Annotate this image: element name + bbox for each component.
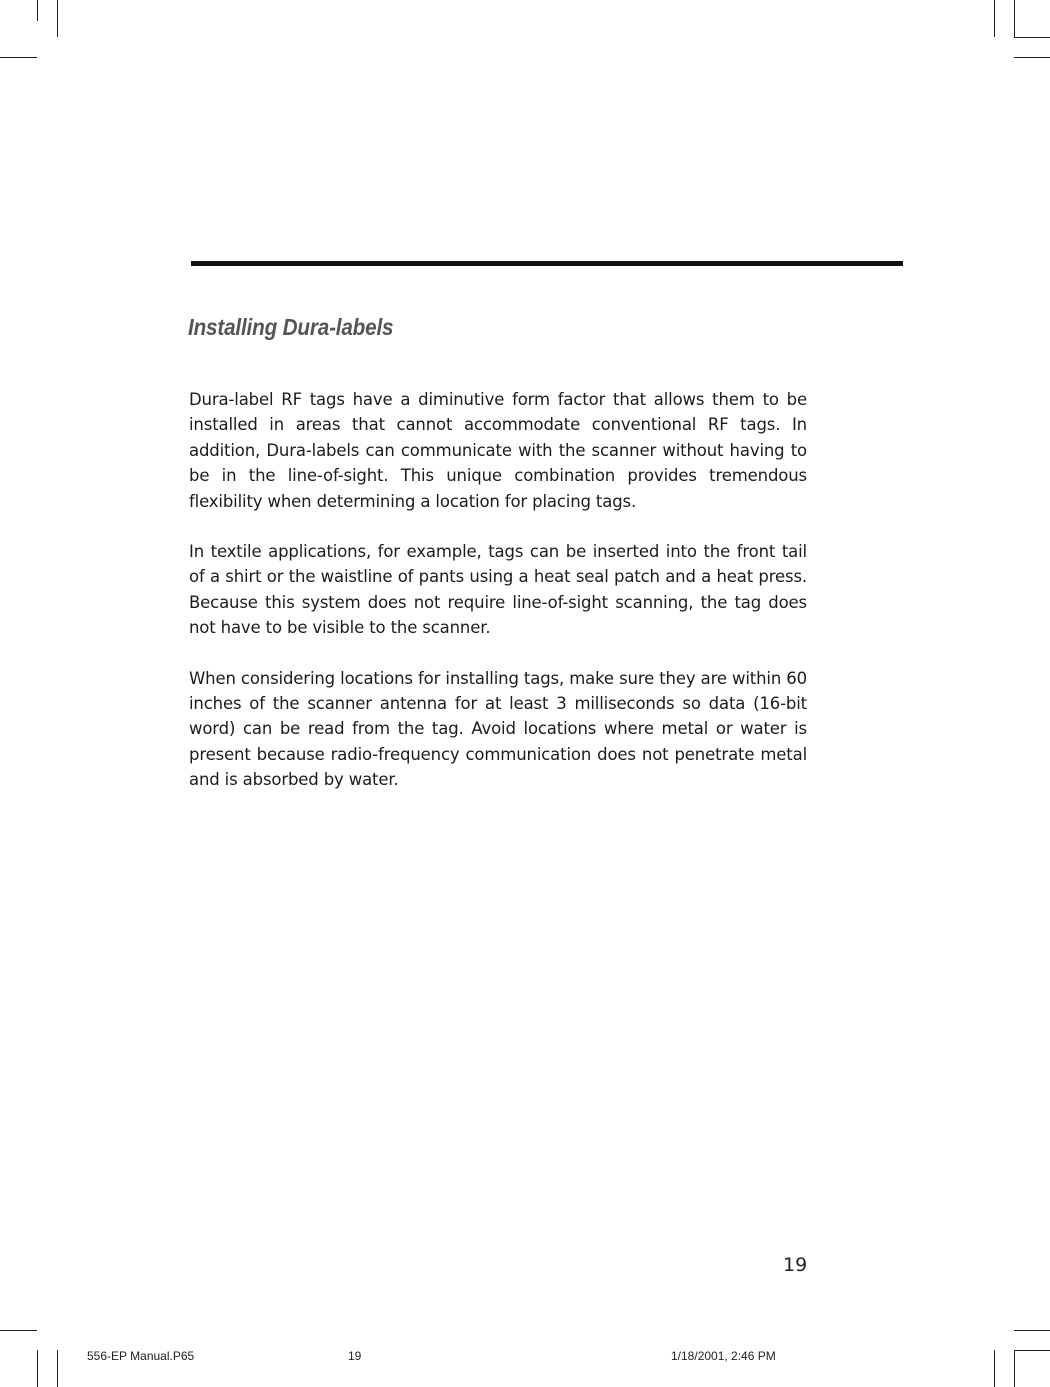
paragraph: When considering locations for installing tags, make sure they are within 60 inches of the scanner antenna for at least 3 milliseconds so data (16-bit word) can be read from the tag. Avoid locations where metal or water is present because radio-frequency communication does not penetrate metal and is absorbed by water. [189, 668, 807, 790]
crop-mark [37, 0, 38, 21]
crop-mark [1014, 1350, 1015, 1387]
crop-mark [0, 57, 37, 58]
crop-mark [57, 0, 58, 37]
slug-file: 556-EP Manual.P65 [87, 1349, 195, 1363]
slug-page: 19 [348, 1349, 362, 1363]
crop-mark [1014, 1350, 1050, 1351]
crop-mark [37, 1350, 38, 1387]
page-number: 19 [783, 1254, 808, 1276]
section-heading: Installing Dura-labels [188, 314, 394, 340]
crop-mark [994, 0, 995, 37]
slug-timestamp: 1/18/2001, 2:46 PM [671, 1349, 776, 1363]
paragraph: In textile applications, for example, tags can be inserted into the front tail of a shirt or the waistline of pants using a heat seal patch and a heat press. Because this system does not require line-of-sight scanning, the tag does not have to be visible to the scanner. [189, 542, 807, 638]
crop-mark [1014, 1330, 1050, 1331]
paragraph: Dura-label RF tags have a diminutive form factor that allows them to be installed in areas that cannot accommodate conventional RF tags. In addition, Dura-labels can communicate with the scanner without having to be in the line-of-sight. This unique combination provides tremendous flexibility when determining a location for placing tags. [189, 390, 807, 511]
crop-mark [57, 1350, 58, 1387]
section-rule [191, 261, 903, 266]
crop-mark [0, 1330, 37, 1331]
crop-mark [994, 1350, 995, 1387]
crop-mark [1014, 57, 1050, 58]
crop-mark [1014, 0, 1015, 37]
body-text [189, 387, 807, 818]
crop-mark [1014, 37, 1050, 38]
